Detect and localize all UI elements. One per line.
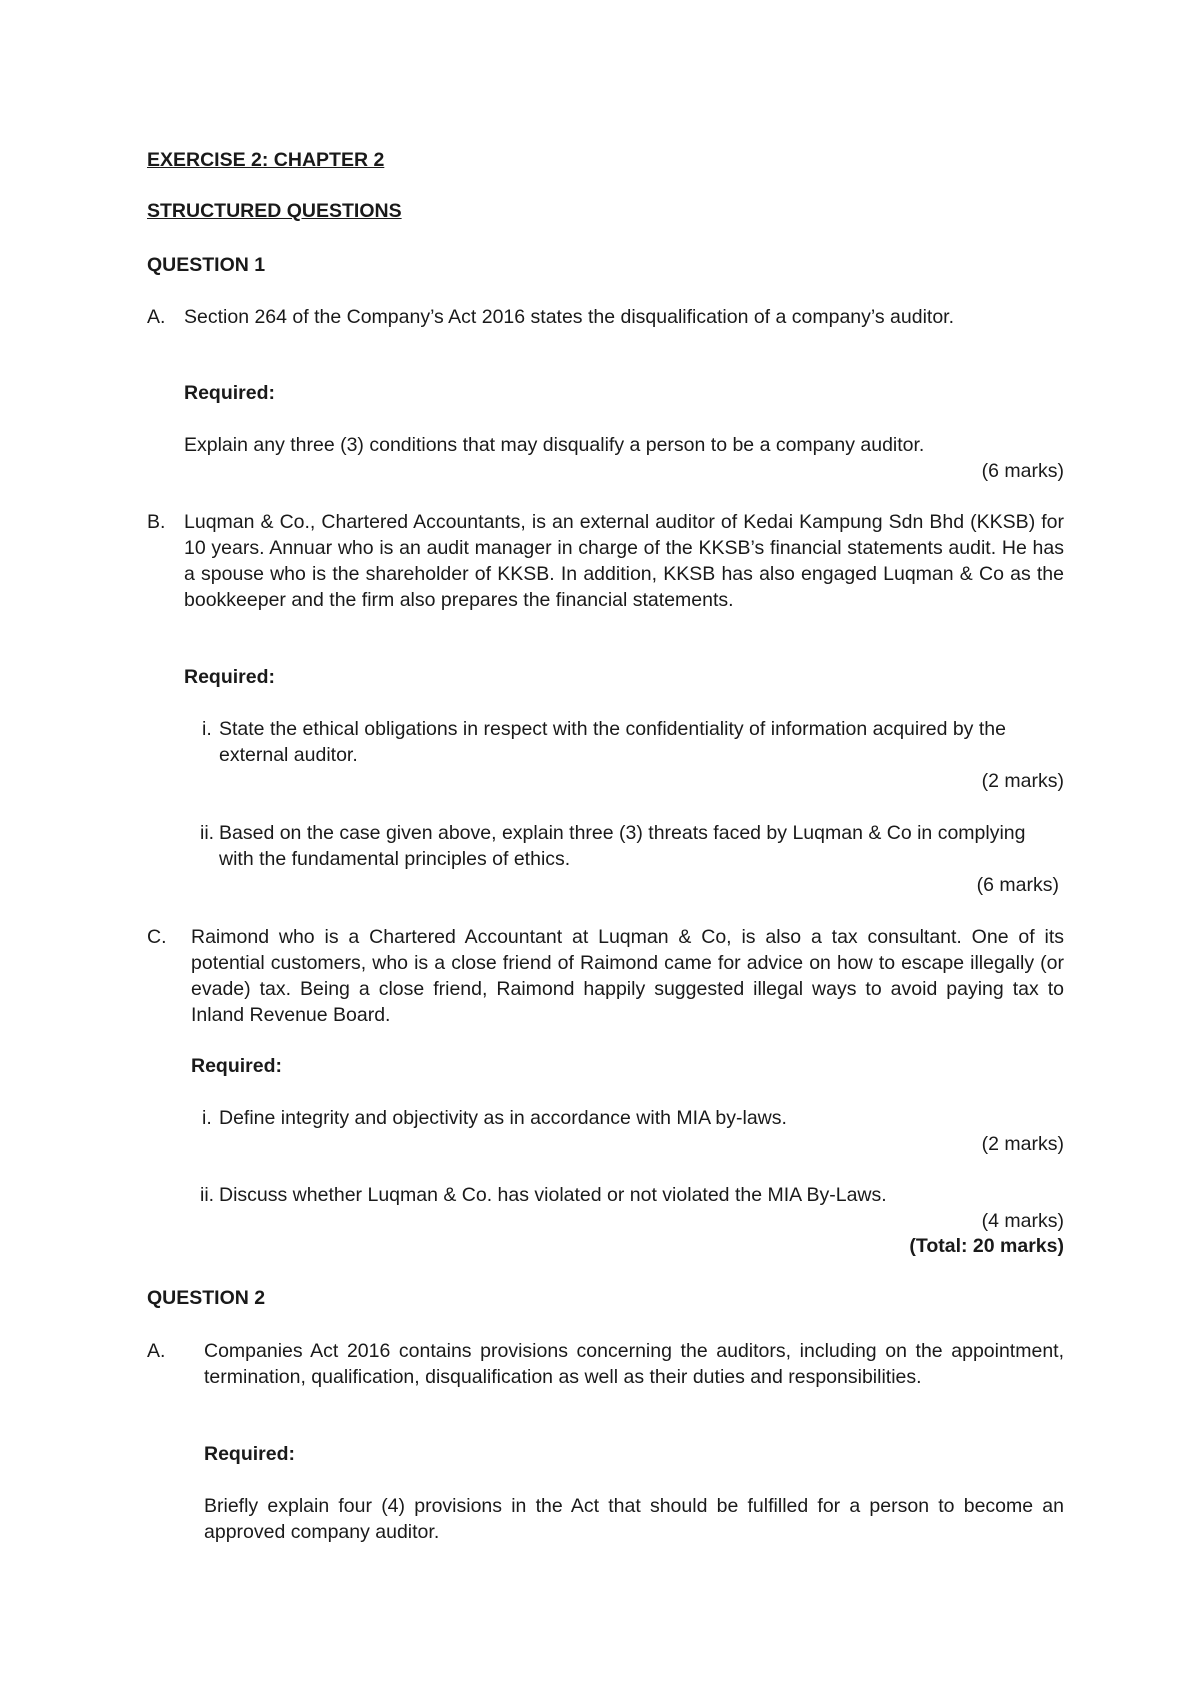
q1-b-required: Required: — [184, 666, 276, 688]
q1-part-b-label: B. — [147, 511, 166, 533]
q2-part-a-text: Companies Act 2016 contains provisions concerning the auditors, including on the appointment, termination, qualification, disqualification as well as their duties and responsibilities. — [204, 1340, 1064, 1388]
q1-b-ii-text: Based on the case given above, explain three (3) threats faced by Luqman & Co in complying with the fundamental principles of ethics. — [219, 822, 1026, 870]
q1-c-i-text: Define integrity and objectivity as in accordance with MIA by-laws. — [219, 1107, 787, 1129]
q2-a-required: Required: — [204, 1443, 296, 1465]
q1-part-c-label: C. — [147, 926, 167, 948]
q1-b-i-marks: (2 marks) — [981, 770, 1064, 792]
q2-a-task: Briefly explain four (4) provisions in the Act that should be fulfilled for a person to become an approved company auditor. — [204, 1495, 1064, 1543]
q1-b-i-text: State the ethical obligations in respect with the confidentiality of information acquired by the external auditor. — [219, 718, 1006, 766]
question-2-heading: QUESTION 2 — [147, 1287, 266, 1309]
q1-c-required: Required: — [191, 1055, 283, 1077]
q1-b-ii-label: ii. — [200, 822, 215, 844]
q1-part-b-text: Luqman & Co., Chartered Accountants, is an external auditor of Kedai Kampung Sdn Bhd (KKSB) for 10 years. Annuar who is an audit manager in charge of the KKSB’s financial statements audit. He has a spouse who is the shareholder of KKSB. In addition, KKSB has also engaged Luqman & Co as the bookkeeper and the firm also prepares the financial statements. — [184, 511, 1064, 611]
q1-c-ii-marks: (4 marks) — [981, 1210, 1064, 1232]
q1-c-ii-text: Discuss whether Luqman & Co. has violated or not violated the MIA By-Laws. — [219, 1184, 887, 1206]
q1-part-a-label: A. — [147, 306, 166, 328]
question-1-heading: QUESTION 1 — [147, 254, 266, 276]
q2-part-a-label: A. — [147, 1340, 166, 1362]
q1-a-required: Required: — [184, 382, 276, 404]
section-title: STRUCTURED QUESTIONS — [147, 200, 402, 222]
q1-c-i-label: i. — [202, 1107, 212, 1129]
q1-part-a-text: Section 264 of the Company’s Act 2016 states the disqualification of a company’s auditor. — [184, 306, 955, 328]
q1-b-i-label: i. — [202, 718, 212, 740]
exercise-title: EXERCISE 2: CHAPTER 2 — [147, 149, 385, 171]
q1-b-ii-marks: (6 marks) — [976, 874, 1059, 896]
q1-a-marks: (6 marks) — [981, 460, 1064, 482]
q1-part-c-text: Raimond who is a Chartered Accountant at Luqman & Co, is also a tax consultant. One of its potential customers, who is a close friend of Raimond came for advice on how to escape illegally (or evade) tax. Being a close friend, Raimond happily suggested illegal ways to avoid paying tax to Inland Revenue Board. — [191, 926, 1064, 1026]
q1-c-i-marks: (2 marks) — [981, 1133, 1064, 1155]
q1-c-ii-label: ii. — [200, 1184, 215, 1206]
q1-a-task: Explain any three (3) conditions that may disqualify a person to be a company auditor. — [184, 434, 925, 456]
q1-total-marks: (Total: 20 marks) — [909, 1235, 1064, 1257]
